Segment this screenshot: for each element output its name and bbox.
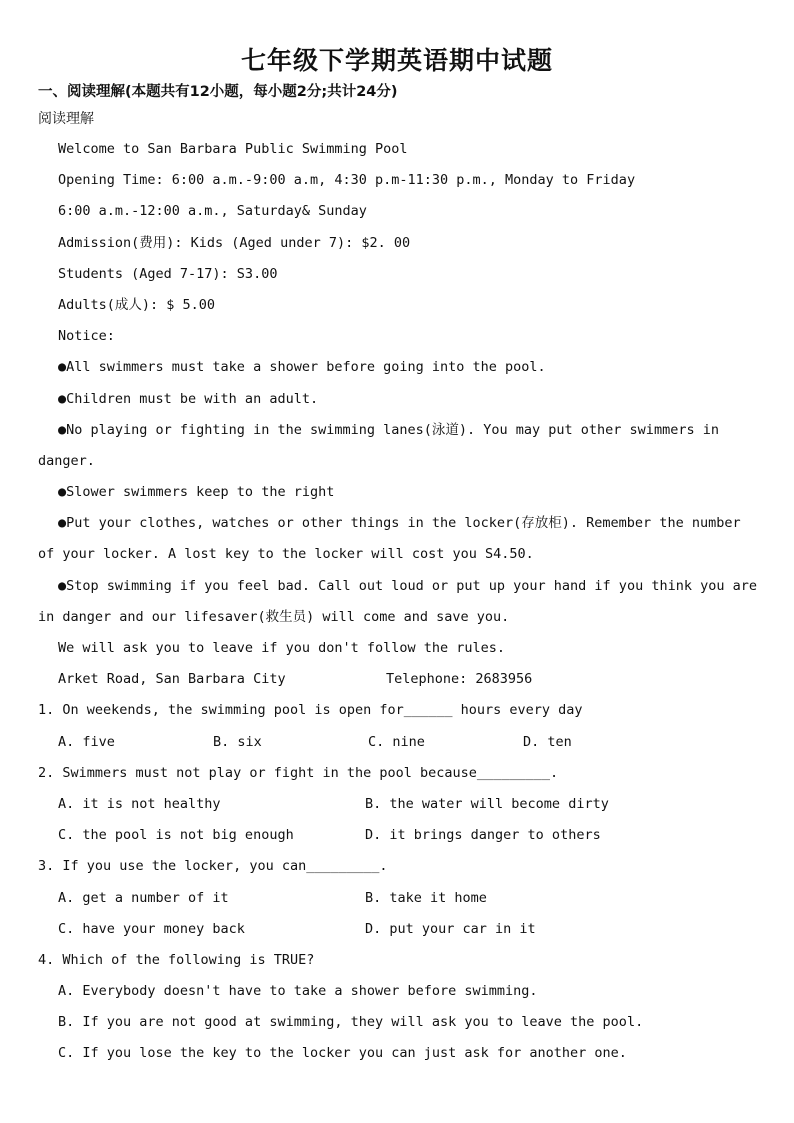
page-title: 七年级下学期英语期中试题	[240, 46, 553, 75]
passage-welcome: Welcome to San Barbara Public Swimming Pool	[58, 141, 408, 157]
question-stem: 4. Which of the following is TRUE?	[38, 951, 315, 968]
option: B. If you are not good at swimming, they will ask you to leave the pool.	[58, 1014, 644, 1031]
question-stem: 2. Swimmers must not play or fight in the pool because_________.	[38, 764, 559, 781]
passage-adults: Adults(成人): $ 5.00	[58, 296, 216, 313]
passage-leave: We will ask you to leave if you don't follow the rules.	[58, 640, 506, 656]
sub-heading: 阅读理解	[38, 111, 94, 127]
section-heading: 一、阅读理解(本题共有12小题，每小题2分;共计24分)	[38, 84, 398, 100]
option: A. five	[58, 733, 115, 750]
question-options	[38, 883, 756, 914]
option: C. If you lose the key to the locker you can just ask for another one.	[58, 1045, 627, 1062]
option: B. six	[213, 733, 262, 750]
option: D. ten	[523, 733, 572, 750]
rule-item: ●Children must be with an adult.	[58, 390, 319, 407]
passage-opening-time: Opening Time: 6:00 a.m.-9:00 a.m, 4:30 p.m-11:30 p.m., Monday to Friday	[58, 172, 636, 189]
option: B. the water will become dirty	[365, 795, 609, 812]
question-stem: 3. If you use the locker, you can_________.	[38, 858, 388, 875]
passage-admission: Admission(费用): Kids (Aged under 7): $2. 00	[58, 234, 411, 251]
question-options	[38, 914, 756, 945]
option: C. have your money back	[58, 920, 245, 937]
passage-students: Students (Aged 7-17): S3.00	[58, 265, 278, 282]
question-options	[38, 727, 756, 758]
option: A. Everybody doesn't have to take a shower before swimming.	[58, 983, 538, 1000]
rule-item-continued: in danger and our lifesaver(救生员) will come and save you.	[38, 608, 510, 625]
telephone: Telephone: 2683956	[386, 671, 533, 688]
rule-item: ●No playing or fighting in the swimming lanes(泳道). You may put other swimmers in	[58, 421, 719, 438]
question-stem: 1. On weekends, the swimming pool is open for______ hours every day	[38, 702, 583, 719]
option: A. get a number of it	[58, 889, 229, 906]
rule-item: ●Slower swimmers keep to the right	[58, 484, 335, 501]
passage-contact	[38, 664, 756, 695]
passage	[38, 134, 756, 695]
option: D. put your car in it	[365, 920, 536, 937]
rule-item: ●All swimmers must take a shower before going into the pool.	[58, 359, 546, 376]
option: A. it is not healthy	[58, 795, 221, 812]
passage-weekend-time: 6:00 a.m.-12:00 a.m., Saturday& Sunday	[58, 203, 367, 220]
option: D. it brings danger to others	[365, 827, 601, 844]
question-options	[38, 820, 756, 851]
rule-item: ●Put your clothes, watches or other things in the locker(存放柜). Remember the number	[58, 515, 741, 532]
rule-item-continued: of your locker. A lost key to the locker will cost you S4.50.	[38, 546, 534, 563]
option: C. nine	[368, 733, 425, 750]
passage-notice: Notice:	[58, 328, 115, 345]
rule-item-continued: danger.	[38, 452, 95, 469]
rule-item: ●Stop swimming if you feel bad. Call out loud or put up your hand if you think you are	[58, 577, 757, 594]
option: C. the pool is not big enough	[58, 827, 294, 844]
address: Arket Road, San Barbara City	[58, 671, 286, 688]
question-options	[38, 789, 756, 820]
option: B. take it home	[365, 889, 487, 906]
questions	[38, 695, 756, 1069]
